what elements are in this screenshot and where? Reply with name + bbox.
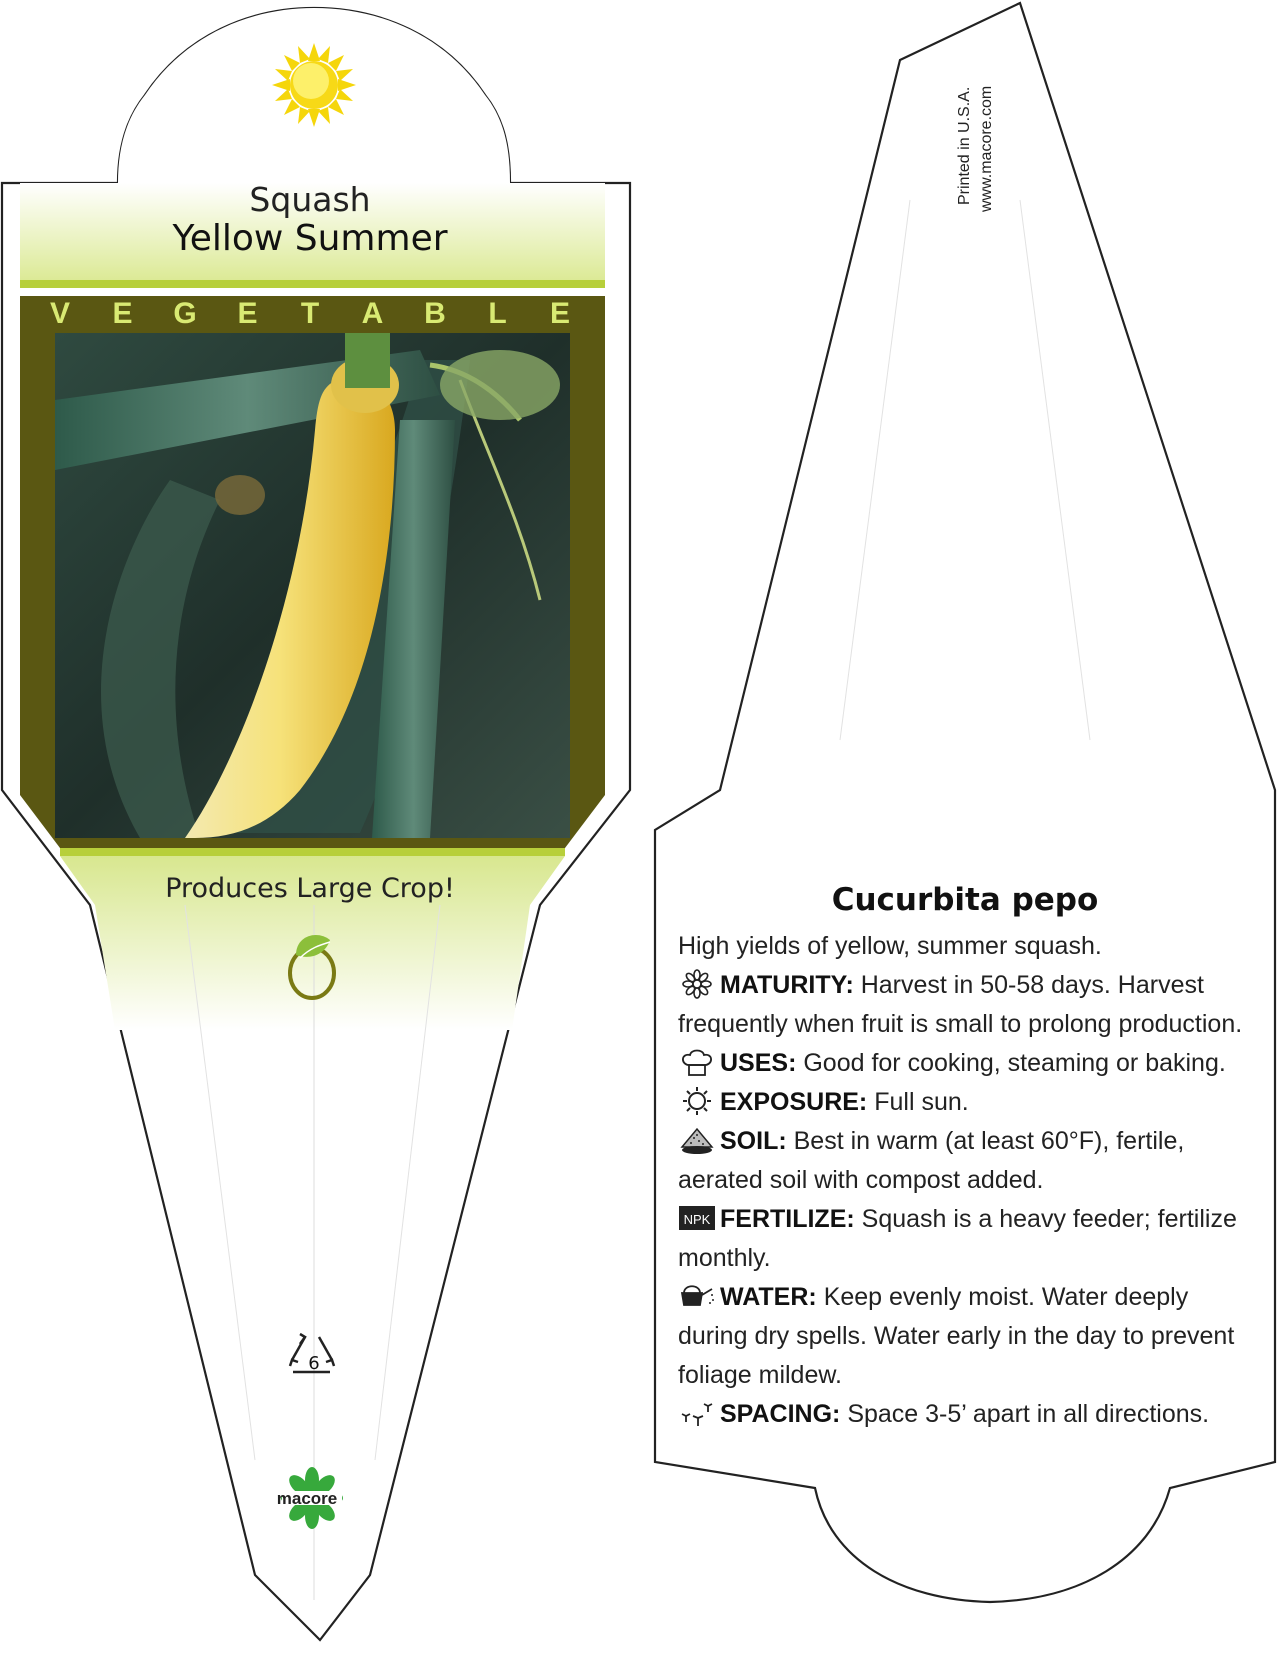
maturity-label: MATURITY: (720, 971, 854, 999)
category-letter: E (549, 297, 570, 330)
common-name: Squash (249, 180, 371, 219)
intro-text: High yields of yellow, summer squash. (678, 932, 1102, 960)
soil-item (678, 1122, 1248, 1200)
sprout-icon (678, 1398, 716, 1428)
spacing-text: Space 3-5’ apart in all directions. (840, 1400, 1210, 1428)
npk-icon (678, 1203, 716, 1233)
maturity-text: Harvest in 50-58 days. Harvest frequently when fruit is small to prolong production. (678, 971, 1243, 1038)
exposure-item (678, 1083, 1248, 1122)
water-item (678, 1278, 1248, 1395)
maturity-item (678, 966, 1248, 1044)
category-letter: E (112, 297, 133, 330)
exposure-label: EXPOSURE: (720, 1088, 868, 1116)
sun-outline-icon (678, 1086, 716, 1116)
category-letter: B (424, 297, 446, 330)
category-letter: G (173, 297, 197, 330)
exposure-text: Full sun. (867, 1088, 969, 1116)
botanical-name: Cucurbita pepo (831, 882, 1099, 918)
care-info (678, 927, 1248, 1434)
spacing-label: SPACING: (720, 1400, 841, 1428)
variety-name: Yellow Summer (172, 218, 448, 259)
uses-item (678, 1044, 1248, 1083)
fertilize-item (678, 1200, 1248, 1278)
category-label (40, 297, 580, 331)
category-letter: T (300, 297, 320, 330)
tagline: Produces Large Crop! (165, 873, 455, 904)
soil-icon (678, 1125, 716, 1155)
printed-in-text: Printed in U.S.A. (956, 86, 973, 205)
fertilize-label: FERTILIZE: (720, 1205, 855, 1233)
water-text: Keep evenly moist. Water deeply during dry spells. Water early in the day to prevent foliage mildew. (678, 1283, 1235, 1389)
sun-icon (272, 43, 356, 127)
category-letter: V (49, 297, 70, 330)
npk-text: NPK (683, 1212, 711, 1227)
squash-photo (55, 333, 570, 838)
category-letter: L (488, 297, 507, 330)
website-text: www.macore.com (978, 85, 995, 212)
flower-icon (678, 969, 716, 999)
soil-label: SOIL: (720, 1127, 787, 1155)
brand-name: macore (276, 1489, 338, 1508)
uses-text: Good for cooking, steaming or baking. (796, 1049, 1226, 1077)
spacing-item (678, 1395, 1248, 1434)
uses-label: USES: (720, 1049, 797, 1077)
category-letter: E (237, 297, 258, 330)
soil-text: Best in warm (at least 60°F), fertile, aerated soil with compost added. (678, 1127, 1185, 1194)
watering-can-icon (678, 1281, 716, 1311)
recycle-number: 6 (308, 1353, 320, 1374)
chef-hat-icon (678, 1047, 716, 1077)
fertilize-text: Squash is a heavy feeder; fertilize monthly. (678, 1205, 1237, 1272)
category-letter: A (361, 297, 384, 330)
water-label: WATER: (720, 1283, 817, 1311)
